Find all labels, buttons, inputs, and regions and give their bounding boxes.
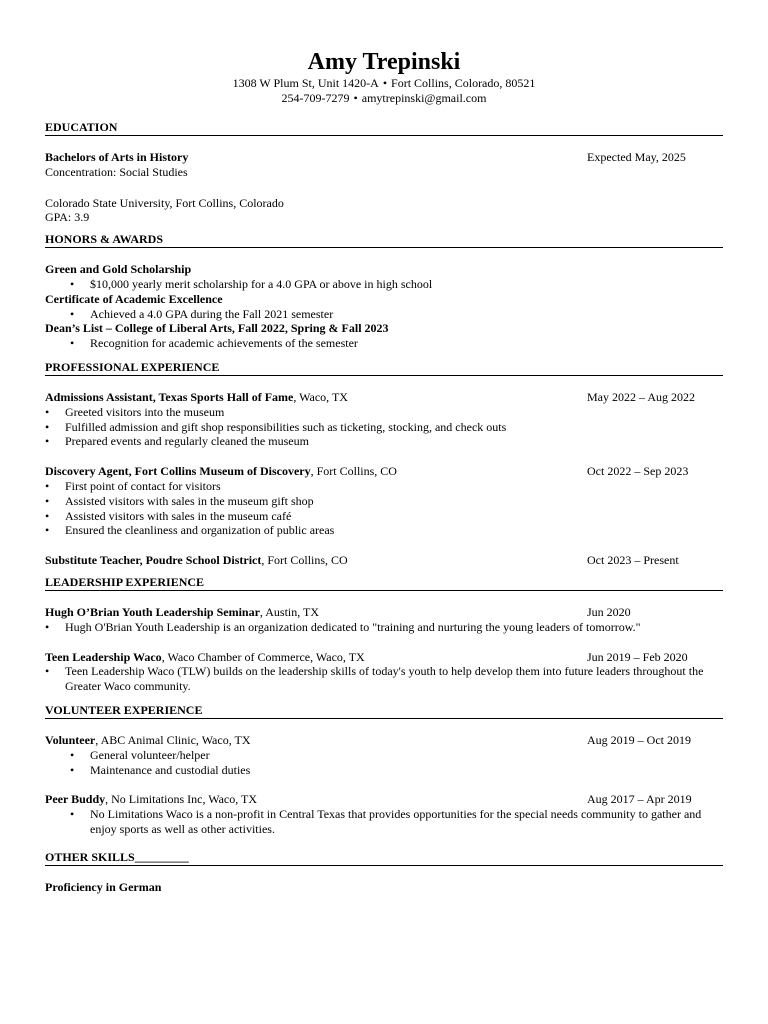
section-heading: LEADERSHIP EXPERIENCE bbox=[45, 575, 723, 591]
title-underline: _________ bbox=[134, 849, 189, 864]
job-row bbox=[45, 390, 723, 405]
resume-header bbox=[45, 48, 723, 106]
job-bullet: • Fulfilled admission and gift shop responsibilities such as ticketing, stocking, and check outs bbox=[45, 420, 723, 435]
leadership-bullet: • Teen Leadership Waco (TLW) builds on the leadership skills of today's youth to help develop them into future leaders throughout the Greater Waco community. bbox=[45, 664, 723, 694]
job-date: Oct 2022 – Sep 2023 bbox=[587, 464, 689, 479]
leadership-bullet: • Hugh O'Brian Youth Leadership is an organization dedicated to "training and nurturing the young leaders of tomorrow." bbox=[45, 620, 723, 635]
job-bullet: • Prepared events and regularly cleaned the museum bbox=[45, 434, 723, 449]
leadership-section bbox=[45, 575, 723, 694]
leadership-date: Jun 2019 – Feb 2020 bbox=[587, 649, 688, 664]
job-bullet: • Ensured the cleanliness and organization of public areas bbox=[45, 523, 723, 538]
job-row bbox=[45, 553, 723, 568]
award-name: Dean’s List – College of Liberal Arts, Fall 2022, Spring & Fall 2023 bbox=[45, 321, 389, 336]
education-section bbox=[45, 120, 723, 225]
award-detail: • Recognition for academic achievements of the semester bbox=[45, 336, 723, 351]
degree-row bbox=[45, 150, 723, 165]
city-state-zip: Fort Collins, Colorado, 80521 bbox=[391, 76, 536, 90]
volunteer-row bbox=[45, 733, 723, 748]
honors-section bbox=[45, 232, 723, 351]
section-heading: PROFESSIONAL EXPERIENCE bbox=[45, 360, 723, 376]
street-address: 1308 W Plum St, Unit 1420-A bbox=[232, 76, 379, 90]
phone-number: 254-709-7279 bbox=[281, 91, 350, 105]
skills-title: OTHER SKILLS bbox=[45, 849, 135, 864]
job-row bbox=[45, 464, 723, 479]
leadership-row bbox=[45, 605, 723, 620]
applicant-name: Amy Trepinski bbox=[307, 49, 461, 75]
leadership-role: Teen Leadership Waco bbox=[45, 649, 162, 664]
job-bullet: • Assisted visitors with sales in the museum café bbox=[45, 509, 723, 524]
school-name: Colorado State University, Fort Collins, Colorado bbox=[45, 195, 284, 210]
contact-line bbox=[45, 91, 723, 106]
volunteer-role: Peer Buddy bbox=[45, 792, 106, 807]
skills-section bbox=[45, 850, 723, 895]
volunteer-location: , No Limitations Inc, Waco, TX bbox=[105, 792, 258, 807]
leadership-row bbox=[45, 650, 723, 665]
graduation-date: Expected May, 2025 bbox=[587, 150, 686, 164]
volunteer-section bbox=[45, 703, 723, 837]
email-address: amytrepinski@gmail.com bbox=[361, 91, 487, 105]
leadership-role: Hugh O’Brian Youth Leadership Seminar bbox=[45, 604, 260, 619]
skill-item: Proficiency in German bbox=[45, 879, 162, 894]
job-date: May 2022 – Aug 2022 bbox=[587, 389, 695, 404]
award-name: Certificate of Academic Excellence bbox=[45, 291, 223, 306]
gpa: GPA: 3.9 bbox=[45, 210, 90, 225]
volunteer-role: Volunteer bbox=[45, 732, 96, 747]
leadership-location: , Austin, TX bbox=[259, 604, 320, 619]
volunteer-bullet: • No Limitations Waco is a non-profit in Central Texas that provides opportunities for the special needs community to gather and enjoy sports as well as other activities. bbox=[45, 807, 723, 837]
job-role: Discovery Agent, Fort Collins Museum of Discovery bbox=[45, 464, 311, 479]
concentration: Concentration: Social Studies bbox=[45, 164, 188, 179]
award-detail: • $10,000 yearly merit scholarship for a 4.0 GPA or above in high school bbox=[45, 277, 723, 292]
award-name: Green and Gold Scholarship bbox=[45, 262, 192, 277]
professional-section bbox=[45, 360, 723, 568]
job-bullet: • First point of contact for visitors bbox=[45, 479, 723, 494]
leadership-location: , Waco Chamber of Commerce, Waco, TX bbox=[161, 649, 365, 664]
job-date: Oct 2023 – Present bbox=[587, 553, 679, 568]
bullet-separator: • bbox=[353, 91, 358, 105]
bullet-separator: • bbox=[382, 76, 388, 90]
degree-name: Bachelors of Arts in History bbox=[45, 150, 189, 164]
address-line bbox=[45, 76, 723, 91]
job-bullet: • Greeted visitors into the museum bbox=[45, 405, 723, 420]
job-location: , Fort Collins, CO bbox=[310, 464, 397, 479]
award-detail: • Achieved a 4.0 GPA during the Fall 2021 semester bbox=[45, 307, 723, 322]
volunteer-date: Aug 2017 – Apr 2019 bbox=[587, 792, 692, 807]
section-heading bbox=[45, 850, 723, 866]
section-heading: VOLUNTEER EXPERIENCE bbox=[45, 703, 723, 719]
leadership-date: Jun 2020 bbox=[587, 604, 631, 619]
volunteer-bullet: • Maintenance and custodial duties bbox=[45, 763, 723, 778]
job-bullet: • Assisted visitors with sales in the museum gift shop bbox=[45, 494, 723, 509]
section-heading: EDUCATION bbox=[45, 120, 723, 136]
resume-page bbox=[45, 0, 723, 895]
section-heading: HONORS & AWARDS bbox=[45, 232, 723, 248]
volunteer-bullet: • General volunteer/helper bbox=[45, 748, 723, 763]
volunteer-row bbox=[45, 792, 723, 807]
job-location: , Waco, TX bbox=[293, 389, 348, 404]
job-location: , Fort Collins, CO bbox=[261, 553, 348, 568]
job-role: Substitute Teacher, Poudre School District bbox=[45, 553, 262, 568]
volunteer-location: , ABC Animal Clinic, Waco, TX bbox=[95, 732, 251, 747]
volunteer-date: Aug 2019 – Oct 2019 bbox=[587, 732, 691, 747]
job-role: Admissions Assistant, Texas Sports Hall of Fame bbox=[45, 389, 294, 404]
